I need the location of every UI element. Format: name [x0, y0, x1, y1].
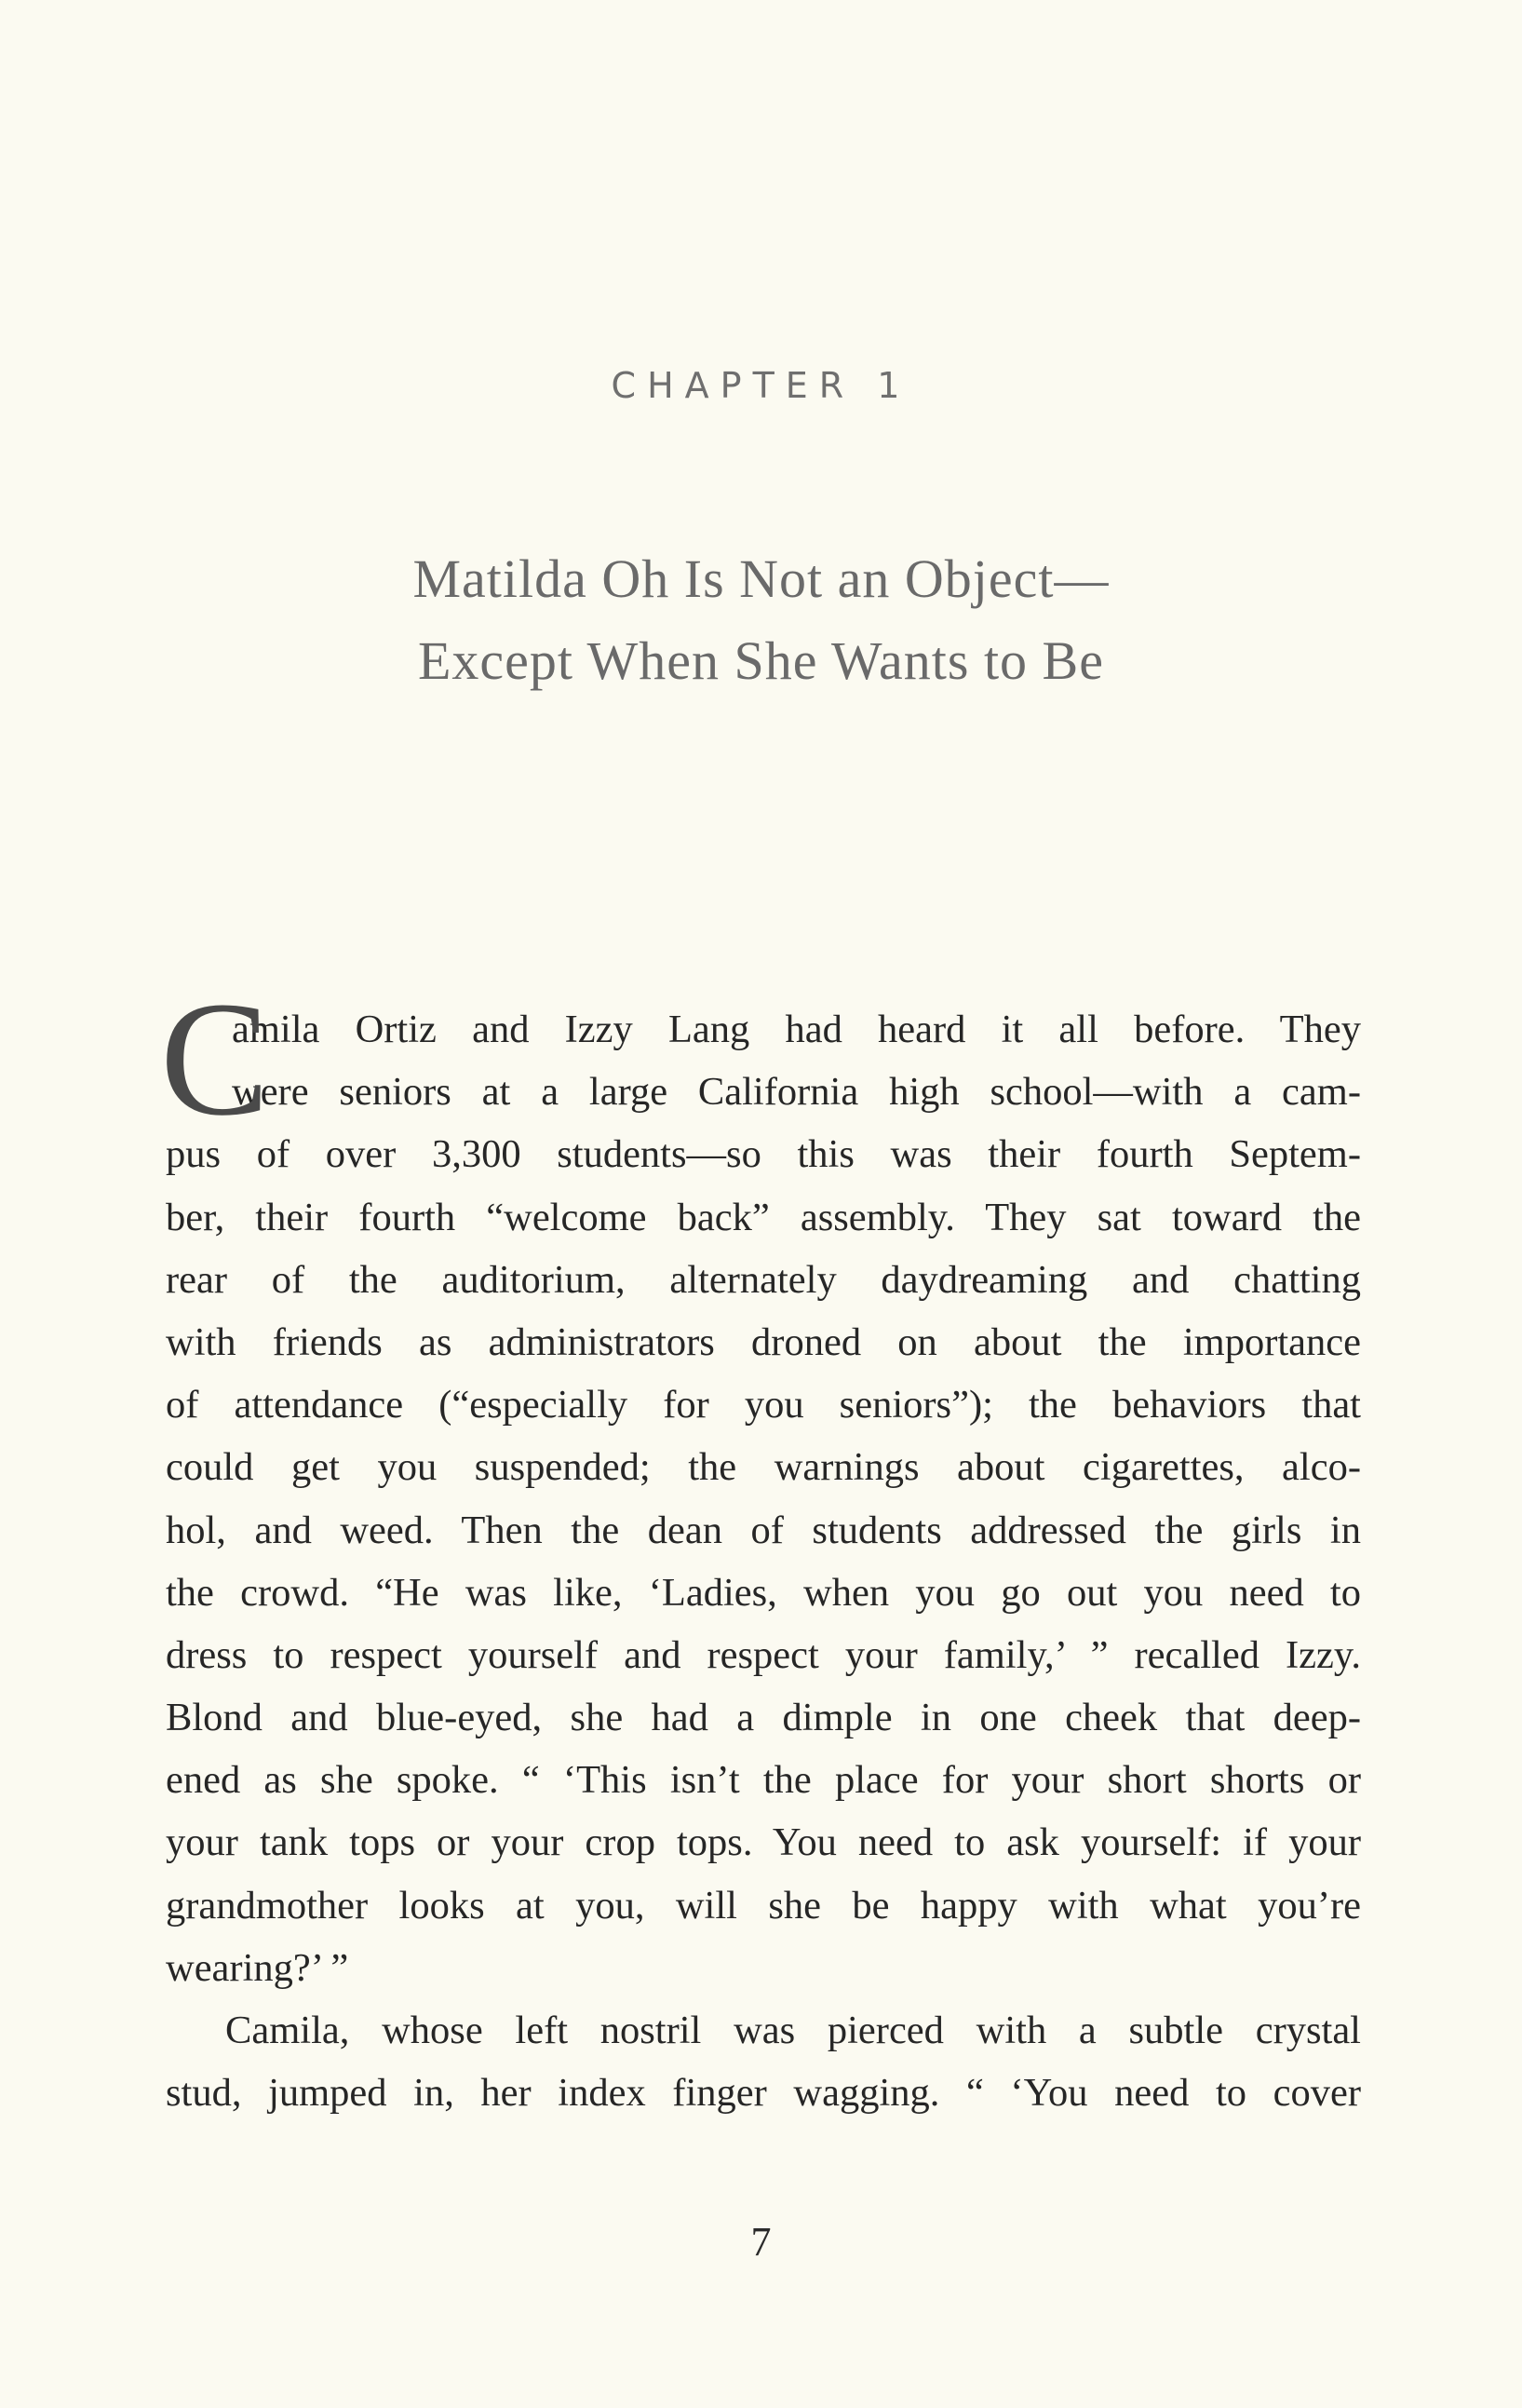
text-line: Camila, whose left nostril was pierced with a subtle crystal [225, 2009, 1361, 2052]
page-number: 7 [750, 2219, 772, 2265]
body-text [160, 968, 1361, 2124]
chapter-title-line: Matilda Oh Is Not an Object— [412, 548, 1110, 609]
chapter-title [0, 538, 1522, 702]
text-line: your tank tops or your crop tops. You need to ask yourself: if your [166, 1820, 1361, 1865]
text-line: ber, their fourth “welcome back” assembly. They sat toward the [166, 1195, 1361, 1239]
text-line: the crowd. “He was like, ‘Ladies, when you go out you need to [166, 1570, 1361, 1615]
chapter-title-line: Except When She Wants to Be [418, 630, 1104, 691]
text-line: of attendance (“especially for you seniors”); the behaviors that [166, 1383, 1361, 1427]
text-line: grandmother looks at you, will she be happy with what you’re [166, 1883, 1361, 1928]
text-line: stud, jumped in, her index finger wagging. “ ‘You need to cover [166, 2071, 1361, 2116]
text-line: were seniors at a large California high school—with a cam- [232, 1070, 1361, 1115]
text-line: pus of over 3,300 students—so this was their fourth Septem- [166, 1132, 1361, 1177]
text-line: wearing?’ ” [166, 1945, 349, 1990]
text-line: hol, and weed. Then the dean of students addressed the girls in [166, 1508, 1361, 1552]
text-line: ened as she spoke. “ ‘This isn’t the place for your short shorts or [166, 1758, 1361, 1803]
drop-cap: C [160, 968, 270, 1150]
text-line: dress to respect yourself and respect your family,’ ” recalled Izzy. [166, 1632, 1361, 1677]
text-line: rear of the auditorium, alternately daydreaming and chatting [166, 1257, 1361, 1302]
chapter-label: CHAPTER 1 [611, 365, 911, 406]
text-line: with friends as administrators droned on about the importance [166, 1319, 1361, 1364]
text-line: could get you suspended; the warnings about cigarettes, alco- [166, 1445, 1361, 1490]
text-line: amila Ortiz and Izzy Lang had heard it all before. They [232, 1008, 1361, 1051]
text-line: Blond and blue-eyed, she had a dimple in one cheek that deep- [166, 1696, 1361, 1740]
